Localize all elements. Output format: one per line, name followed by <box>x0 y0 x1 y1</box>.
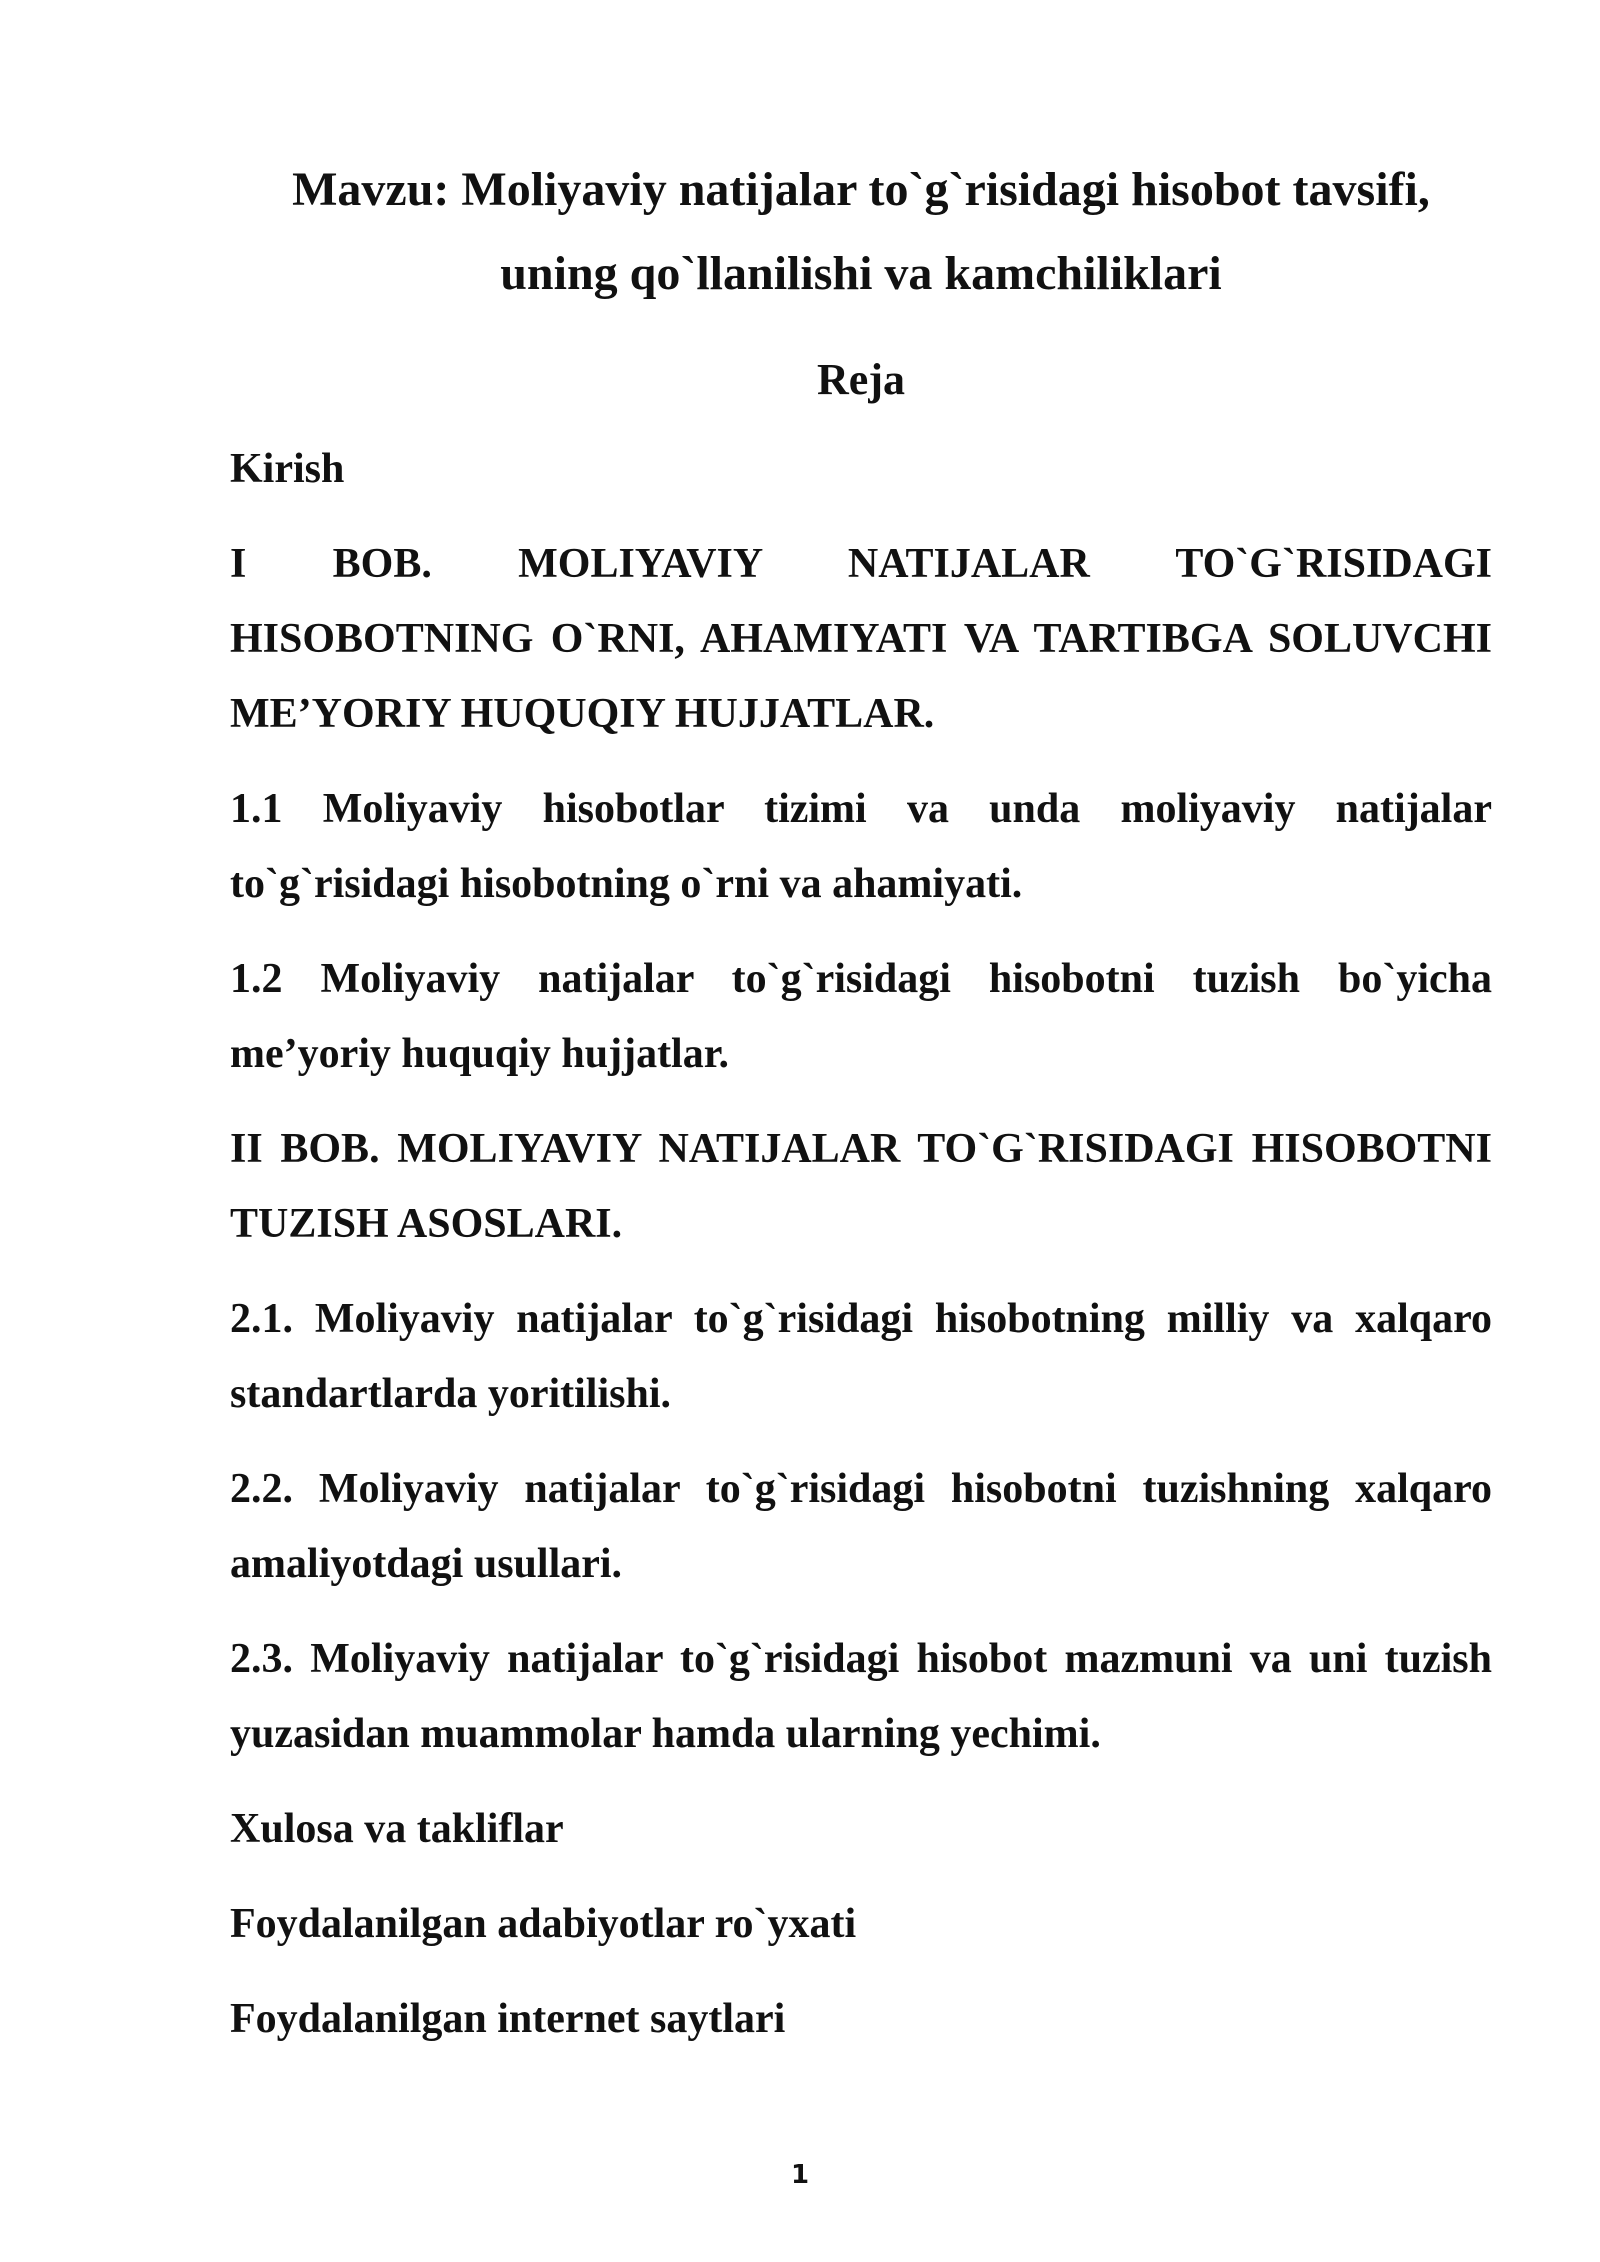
plan-item-websites: Foydalanilgan internet saytlari <box>230 1996 786 2042</box>
plan-item-introduction: Kirish <box>230 446 345 492</box>
plan-item-chapter-1: I BOB. MOLIYAVIY NATIJALAR TO`G`RISIDAGI HISOBOTNING O`RNI, AHAMIYATI VA TARTIBGA SOLUVCHI ME’YORIY HUQUQIY HUJJATLAR. <box>230 541 1492 737</box>
title-line-2: uning qo`llanilishi va kamchiliklari <box>500 247 1222 300</box>
title-line-1: Mavzu: Moliyaviy natijalar to`g`risidagi hisobot tavsifi, <box>292 163 1430 216</box>
plan-item-section-2-2: 2.2. Moliyaviy natijalar to`g`risidagi hisobotni tuzishning xalqaro amaliyotdagi usullari. <box>230 1466 1492 1587</box>
plan-item-chapter-2: II BOB. MOLIYAVIY NATIJALAR TO`G`RISIDAGI HISOBOTNI TUZISH ASOSLARI. <box>230 1126 1492 1247</box>
plan-item-conclusion: Xulosa va takliflar <box>230 1806 564 1852</box>
document-title <box>230 148 1492 316</box>
plan-item-section-1-1: 1.1 Moliyaviy hisobotlar tizimi va unda moliyaviy natijalar to`g`risidagi hisobotning o`rni va ahamiyati. <box>230 786 1492 907</box>
page-number: 1 <box>790 2160 810 2190</box>
plan-item-references: Foydalanilgan adabiyotlar ro`yxati <box>230 1901 857 1947</box>
plan-item-section-2-3: 2.3. Moliyaviy natijalar to`g`risidagi hisobot mazmuni va uni tuzish yuzasidan muammolar hamda ularning yechimi. <box>230 1636 1492 1757</box>
plan-item-section-2-1: 2.1. Moliyaviy natijalar to`g`risidagi hisobotning milliy va xalqaro standartlarda yoritilishi. <box>230 1296 1492 1417</box>
plan-item-section-1-2: 1.2 Moliyaviy natijalar to`g`risidagi hisobotni tuzish bo`yicha me’yoriy huquqiy hujjatlar. <box>230 956 1492 1077</box>
plan-heading: Reja <box>817 355 905 404</box>
document-content <box>230 148 1492 2057</box>
